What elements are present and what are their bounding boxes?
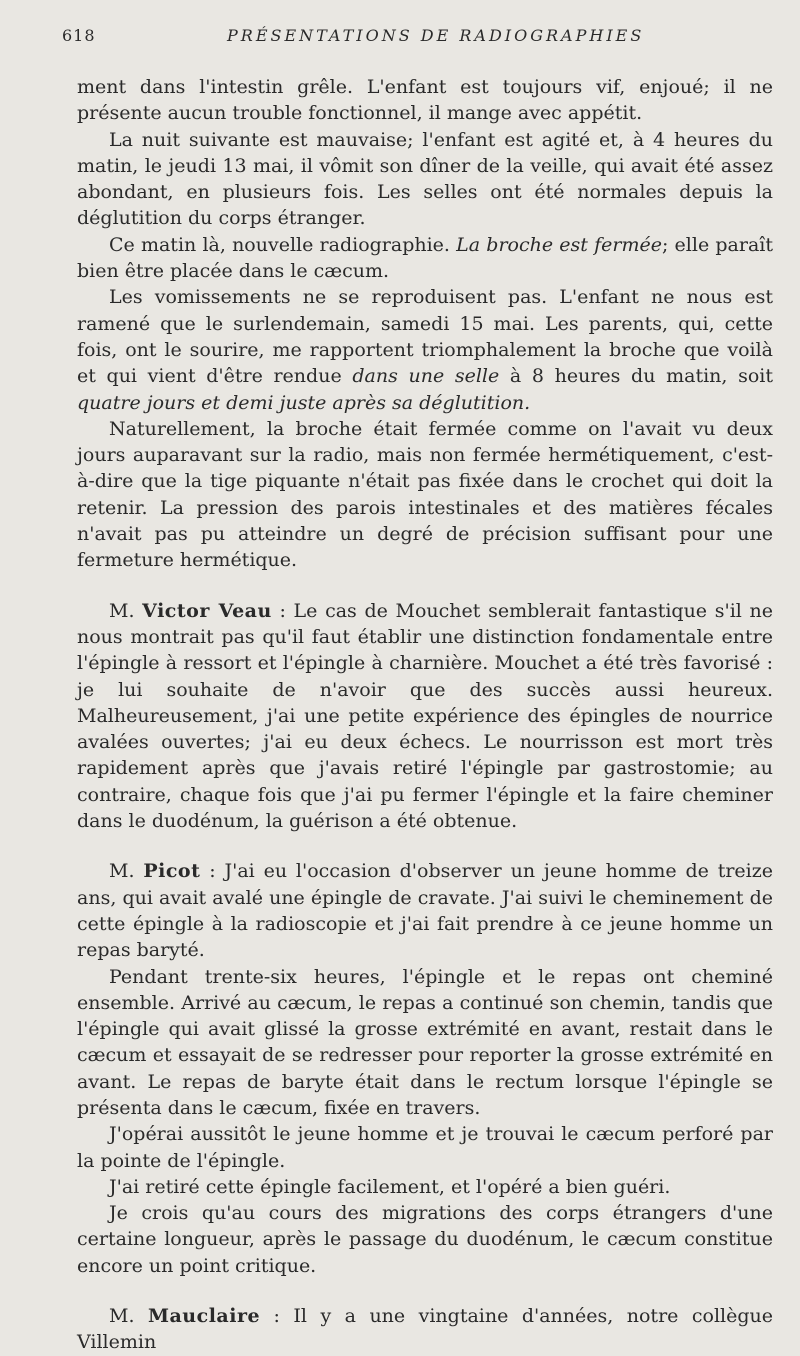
paragraph-text: : Il y a une vingtaine d'années, notre collègue Villemin (77, 1305, 773, 1354)
speaker-name: Mauclaire (147, 1305, 261, 1328)
paragraph: J'ai retiré cette épingle facilement, et l'opéré a bien guéri. (109, 1175, 671, 1198)
speaker-paragraph (77, 598, 773, 835)
paragraph (77, 232, 773, 285)
speaker-prefix: M. (109, 1305, 148, 1328)
paragraph: J'opérai aussitôt le jeune homme et je trouvai le cæcum perforé par la pointe de l'épingle. (77, 1123, 773, 1172)
paragraph-text: : J'ai eu l'occasion d'observer un jeune homme de treize ans, qui avait avalé une épingle de cravate. J'ai suivi le cheminement de cette épingle à la radioscopie et j'ai fait prendre à ce jeune homme un repas baryté. (77, 860, 773, 962)
running-title: PRÉSENTATIONS DE RADIOGRAPHIES (227, 26, 645, 45)
paragraph (77, 284, 773, 415)
paragraph-text: : Le cas de Mouchet semblerait fantastique s'il ne nous montrait pas qu'il faut établir une distinction fondamentale entre l'épingle à ressort et l'épingle à charnière. Mouchet a été très favorisé : je lui souhaite de n'avoir que des succès aussi heureux. Malheureusement, j'ai une petite expérience des épingles de nourrice avalées ouvertes; j'ai eu deux échecs. Le nourrisson est mort très rapidement après que j'avais retiré l'épingle par gastrostomie; au contraire, chaque fois que j'ai pu fermer l'épingle et la faire cheminer dans le duodénum, la guérison a été obtenue. (77, 599, 773, 833)
page-body (77, 74, 773, 1356)
speaker-name: Victor Veau (142, 599, 272, 622)
emphasis-text: dans une selle (352, 365, 500, 388)
paragraph: Pendant trente-six heures, l'épingle et le repas ont cheminé ensemble. Arrivé au cæcum, le repas a continué son chemin, tandis que l'épingle qui avait glissé la grosse extrémité en avant, restait dans le cæcum et essayait de se redresser pour reporter la grosse extrémité en avant. Le repas de baryte était dans le rectum lorsque l'épingle se présenta dans le cæcum, fixée en travers. (77, 965, 773, 1119)
speaker-paragraph (77, 1303, 773, 1356)
emphasis-text: La broche est fermée (456, 233, 662, 256)
emphasis-text: quatre jours et demi juste après sa déglutition. (77, 391, 531, 414)
paragraph-continuation: ment dans l'intestin grêle. L'enfant est toujours vif, enjoué; il ne présente aucun trouble fonctionnel, il mange avec appétit. (77, 76, 773, 125)
page-header (62, 26, 760, 54)
paragraph-text: Ce matin là, nouvelle radiographie. (109, 233, 457, 256)
speaker-prefix: M. (109, 599, 143, 622)
paragraph-text: à 8 heures du matin, soit (499, 365, 773, 388)
paragraph: Je crois qu'au cours des migrations des corps étrangers d'une certaine longueur, après le passage du duodénum, le cæcum constitue encore un point critique. (77, 1202, 773, 1277)
paragraph: Naturellement, la broche était fermée comme on l'avait vu deux jours auparavant sur la radio, mais non fermée hermétiquement, c'est-à-dire que la tige piquante n'était pas fixée dans le crochet qui doit la retenir. La pression des parois intestinales et des matières fécales n'avait pas pu atteindre un degré de précision suffisant pour une fermeture hermétique. (77, 417, 773, 572)
paragraph: La nuit suivante est mauvaise; l'enfant est agité et, à 4 heures du matin, le jeudi 13 mai, il vômit son dîner de la veille, qui avait été assez abondant, en plusieurs fois. Les selles ont été normales depuis la déglutition du corps étranger. (77, 128, 773, 230)
page-number: 618 (62, 26, 96, 45)
speaker-name: Picot (143, 860, 201, 883)
speaker-prefix: M. (109, 860, 144, 883)
paragraph-text: Les vomissements ne se reproduisent pas. L'enfant ne nous est ramené que le surlendemain, samedi 15 mai. Les parents, qui, cette fois, ont le sourire, me rapportent triomphalement la broche que voilà et qui vient d'être rendue (77, 286, 773, 388)
speaker-paragraph (77, 858, 773, 963)
paragraph-text: ; elle paraît bien être placée dans le cæcum. (77, 233, 773, 283)
